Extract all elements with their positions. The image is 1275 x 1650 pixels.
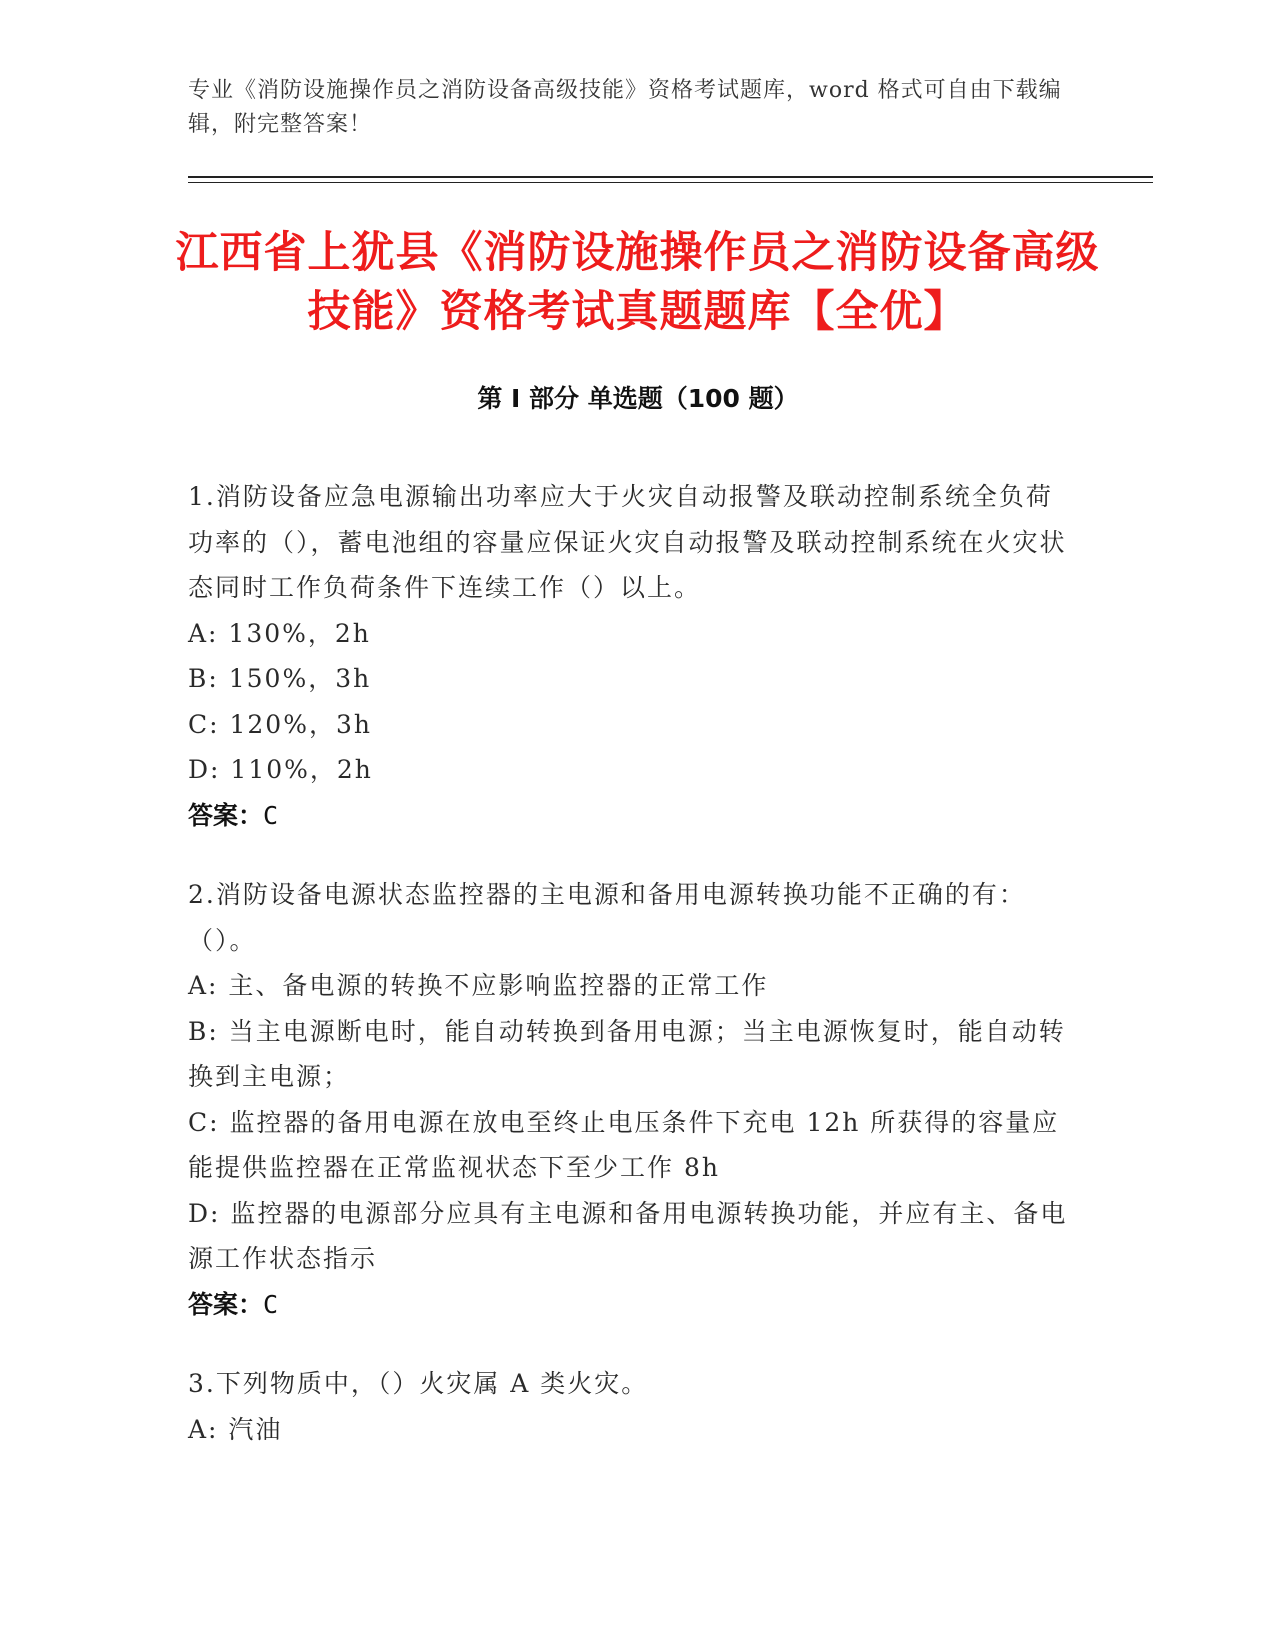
- option-c: C: 监控器的备用电源在放电至终止电压条件下充电 12h 所获得的容量应能提供监控器在正常监视状态下至少工作 8h: [188, 1107, 1060, 1182]
- option-c: C: 120%，3h: [188, 709, 372, 739]
- question-list: [188, 474, 1068, 1472]
- answer-line: [188, 1282, 1068, 1328]
- answer-value: C: [263, 800, 279, 830]
- answer-line: [188, 793, 1068, 839]
- header-divider-thin: [188, 182, 1153, 183]
- option-b: B: 150%，3h: [188, 664, 372, 693]
- option-d: D: 110%，2h: [188, 755, 373, 784]
- question-1: [188, 474, 1068, 838]
- option-a: A: 130%，2h: [188, 618, 371, 648]
- question-stem: 2.消防设备电源状态监控器的主电源和备用电源转换功能不正确的有：（）。: [188, 880, 1026, 955]
- answer-label: 答案：: [188, 800, 264, 830]
- document-title: 江西省上犹县《消防设施操作员之消防设备高级技能》资格考试真题题库【全优】: [175, 228, 1100, 337]
- header-note: 专业《消防设施操作员之消防设备高级技能》资格考试题库，word 格式可自由下载编辑，附完整答案！: [188, 78, 1062, 137]
- question-stem: 3.下列物质中，（）火灾属 A 类火灾。: [188, 1369, 649, 1398]
- option-b: B: 当主电源断电时，能自动转换到备用电源；当主电源恢复时，能自动转换到主电源；: [188, 1016, 1066, 1091]
- question-3: [188, 1361, 1068, 1452]
- option-a: A: 汽油: [188, 1414, 283, 1444]
- answer-label: 答案：: [188, 1289, 264, 1319]
- question-2: [188, 872, 1068, 1327]
- answer-value: C: [263, 1289, 279, 1319]
- section-heading: 第 I 部分 单选题（100 题）: [477, 384, 799, 413]
- header-divider-thick: [188, 176, 1153, 178]
- option-d: D: 监控器的电源部分应具有主电源和备用电源转换功能，并应有主、备电源工作状态指示: [188, 1198, 1068, 1273]
- option-a: A: 主、备电源的转换不应影响监控器的正常工作: [188, 971, 769, 1000]
- question-stem: 1.消防设备应急电源输出功率应大于火灾自动报警及联动控制系统全负荷功率的（），蓄电池组的容量应保证火灾自动报警及联动控制系统在火灾状态同时工作负荷条件下连续工作（）以上。: [188, 482, 1067, 602]
